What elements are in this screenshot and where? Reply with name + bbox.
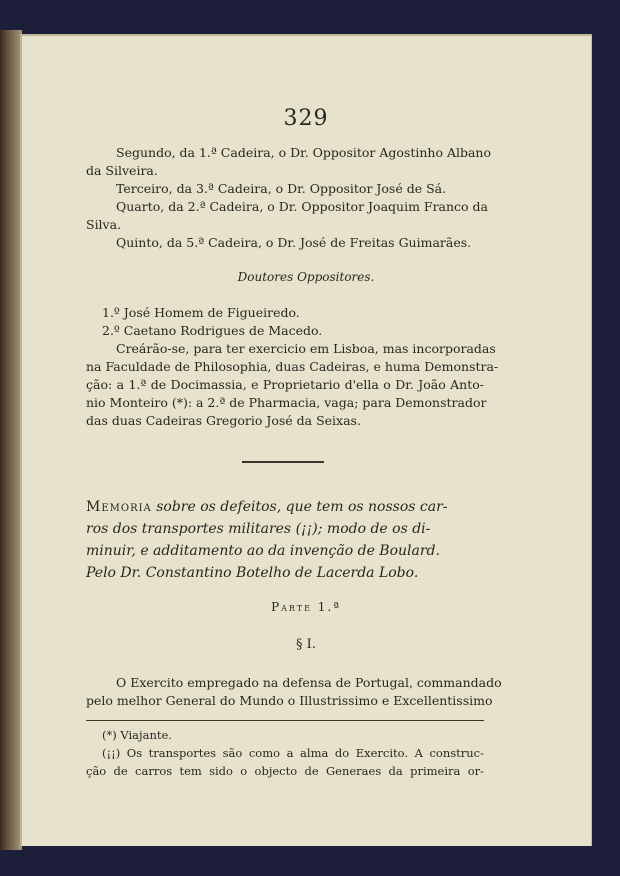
- official-line: Silva.: [86, 217, 122, 232]
- page-number: 329: [283, 106, 329, 131]
- official-line: Terceiro, da 3.ª Cadeira, o Dr. Oppositor José de Sá.: [116, 181, 447, 196]
- footnote-rule: [86, 720, 484, 721]
- paragraph-line: Creárão-se, para ter exercicio em Lisboa, mas incorporadas: [116, 341, 496, 356]
- paragraph-line: na Faculdade de Philosophia, duas Cadeiras, e huma Demonstra-: [86, 359, 499, 374]
- memoria-title-line: minuir, e additamento ao da invenção de Boulard.: [86, 543, 440, 559]
- official-line: da Silveira.: [86, 163, 158, 178]
- official-line: Segundo, da 1.ª Cadeira, o Dr. Oppositor Agostinho Albano: [116, 145, 491, 160]
- memoria-title-text: sobre os defeitos, que tem os nossos car-: [151, 499, 448, 515]
- memoria-title-line: [86, 496, 484, 518]
- doutor-item: 1.º José Homem de Figueiredo.: [102, 305, 300, 320]
- footnote: (¡¡) Os transportes são como a alma do Exercito. A construc-: [102, 746, 484, 760]
- parte-heading: Parte 1.ª: [271, 600, 341, 614]
- book-spine: [0, 30, 22, 850]
- book-page: [20, 34, 592, 846]
- paragraph-line: nio Monteiro (*): a 2.ª de Pharmacia, vaga; para Demonstrador: [86, 395, 487, 410]
- body-line: O Exercito empregado na defensa de Portugal, commandado: [116, 675, 502, 690]
- doutores-heading: Doutores Oppositores.: [237, 270, 375, 284]
- memoria-title-line: Pelo Dr. Constantino Botelho de Lacerda Lobo.: [86, 565, 419, 581]
- memoria-first-word: Memoria: [86, 499, 152, 515]
- footnote: (*) Viajante.: [102, 728, 172, 742]
- body-line: pelo melhor General do Mundo o Illustrissimo e Excellentissimo: [86, 693, 493, 708]
- doutor-item: 2.º Caetano Rodrigues de Macedo.: [102, 323, 323, 338]
- official-line: Quinto, da 5.ª Cadeira, o Dr. José de Freitas Guimarães.: [116, 235, 472, 250]
- paragraph-line: ção: a 1.ª de Docimassia, e Proprietario d'ella o Dr. João Anto-: [86, 377, 484, 392]
- paragraph-line: das duas Cadeiras Gregorio José da Seixas.: [86, 413, 361, 428]
- footnote: ção de carros tem sido o objecto de Generaes da primeira or-: [86, 764, 484, 778]
- section-heading: § I.: [296, 637, 316, 652]
- memoria-title-line: ros dos transportes militares (¡¡); modo de os di-: [86, 521, 431, 537]
- section-divider: [242, 461, 324, 463]
- official-line: Quarto, da 2.ª Cadeira, o Dr. Oppositor Joaquim Franco da: [116, 199, 489, 214]
